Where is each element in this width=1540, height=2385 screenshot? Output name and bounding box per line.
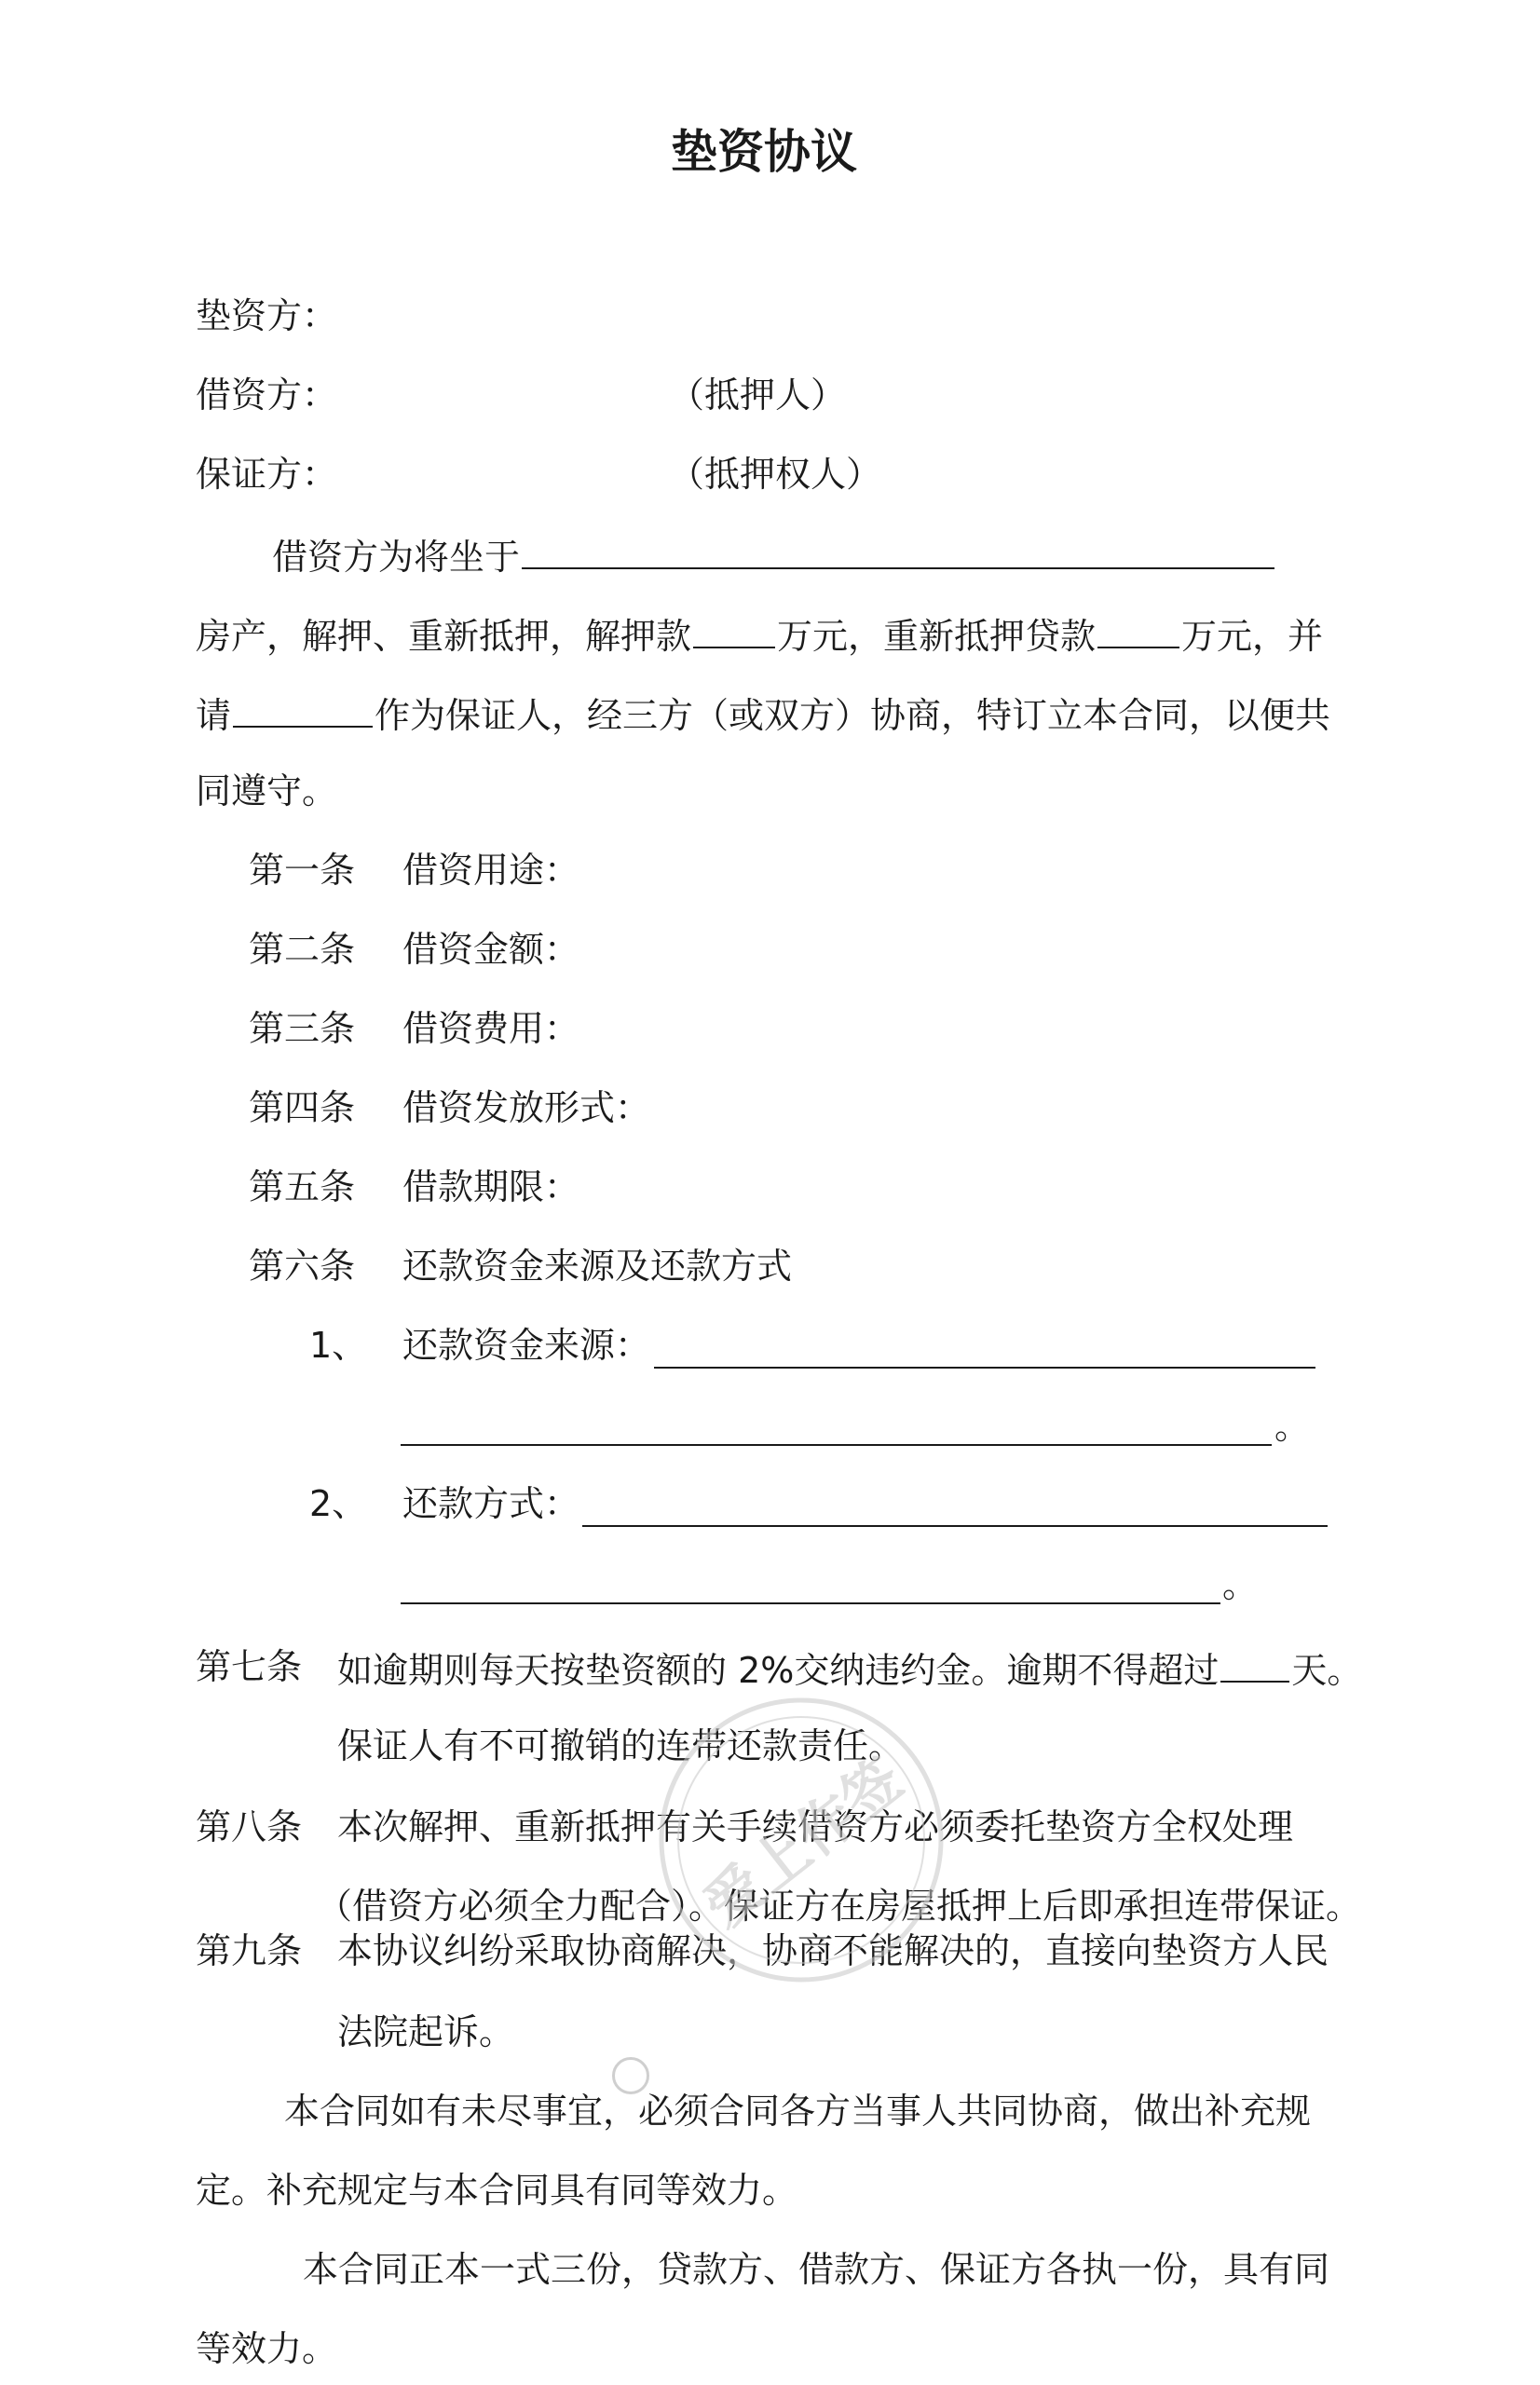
article-text: 借资费用： <box>402 1008 580 1049</box>
article-text: 借资发放形式： <box>402 1087 651 1128</box>
repayment-method-label: 还款方式： <box>402 1483 580 1524</box>
repayment-item-number: 1、 <box>309 1325 368 1366</box>
loan-amount-blank <box>1097 615 1179 648</box>
article-8-line-2: （借资方必须全力配合）。保证方在房屋抵押上后即承担连带保证。 <box>317 1886 1362 1927</box>
repayment-method-blank <box>582 1525 1328 1527</box>
preamble-line-3 <box>196 694 1331 736</box>
article-number: 第四条 <box>249 1087 356 1128</box>
preamble-line-4: 同遵守。 <box>196 770 338 811</box>
article-9-line-1: 本协议纠纷采取协商解决，协商不能解决的，直接向垫资方人民 <box>337 1930 1329 1971</box>
article-text: 如逾期则每天按垫资额的 2%交纳违约金。逾期不得超过 <box>337 1650 1220 1691</box>
closing-p2-line-1: 本合同正本一式三份，贷款方、借款方、保证方各执一份，具有同 <box>303 2249 1330 2290</box>
article-text: 借款期限： <box>402 1166 580 1207</box>
article-text: 借资金额： <box>402 929 580 970</box>
closing-p1-line-1: 本合同如有未尽事宜，必须合同各方当事人共同协商，做出补充规 <box>284 2091 1312 2132</box>
preamble-text: 请 <box>196 695 232 736</box>
article-text: 天。 <box>1291 1650 1363 1691</box>
release-amount-blank <box>693 615 775 648</box>
preamble-line-2 <box>196 615 1324 657</box>
watermark-seal <box>643 1682 960 1998</box>
svg-text:爱上作签: 爱上作签 <box>690 1744 916 1941</box>
repayment-method-blank-2 <box>401 1602 1220 1604</box>
closing-p2-line-2: 等效力。 <box>196 2328 338 2369</box>
article-number: 第一条 <box>249 850 356 891</box>
overdue-days-blank <box>1220 1649 1289 1683</box>
article-number: 第九条 <box>196 1930 303 1971</box>
preamble-text: 房产，解押、重新抵押，解押款 <box>196 616 692 657</box>
borrower-label: 借资方： <box>196 375 338 416</box>
article-7-line-2: 保证人有不可撤销的连带还款责任。 <box>337 1725 905 1766</box>
article-number: 第八条 <box>196 1806 303 1847</box>
preamble-text: 万元，并 <box>1181 616 1324 657</box>
article-number: 第七条 <box>196 1646 303 1687</box>
advancer-label: 垫资方： <box>196 295 338 336</box>
article-text: 借资用途： <box>402 850 580 891</box>
sentence-period: 。 <box>1222 1564 1259 1605</box>
preamble-text: 作为保证人，经三方（或双方）协商，特订立本合同，以便共 <box>375 695 1331 736</box>
guarantor-role: （抵押权人） <box>669 454 882 495</box>
article-9-line-2: 法院起诉。 <box>337 2011 515 2052</box>
sentence-period: 。 <box>1274 1406 1311 1447</box>
guarantor-label: 保证方： <box>196 454 338 495</box>
guarantor-name-blank <box>233 694 373 728</box>
borrower-role: （抵押人） <box>669 375 847 416</box>
document-title: 垫资协议 <box>671 125 857 179</box>
article-number: 第五条 <box>249 1166 356 1207</box>
preamble-line-1 <box>272 536 1276 578</box>
property-location-blank <box>522 536 1274 569</box>
preamble-text: 万元，重新抵押贷款 <box>777 616 1097 657</box>
repayment-source-blank <box>654 1367 1315 1369</box>
article-8-line-1: 本次解押、重新抵押有关手续借资方必须委托垫资方全权处理 <box>337 1806 1294 1847</box>
repayment-source-blank-2 <box>401 1444 1272 1446</box>
closing-p1-line-2: 定。补充规定与本合同具有同等效力。 <box>196 2170 798 2211</box>
article-number: 第二条 <box>249 929 356 970</box>
repayment-item-number: 2、 <box>309 1483 368 1524</box>
article-number: 第六条 <box>249 1246 356 1287</box>
article-text: 还款资金来源及还款方式 <box>402 1246 793 1287</box>
article-number: 第三条 <box>249 1008 356 1049</box>
preamble-text: 借资方为将坐于 <box>272 537 521 578</box>
repayment-source-label: 还款资金来源： <box>402 1325 651 1366</box>
watermark-dot <box>612 2057 649 2094</box>
